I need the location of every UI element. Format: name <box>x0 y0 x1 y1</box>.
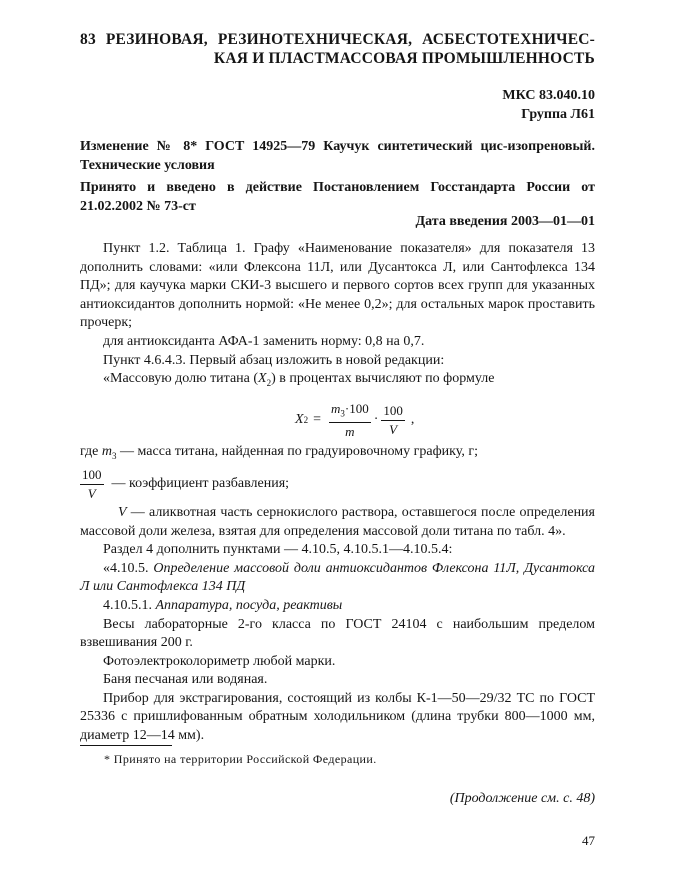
fraction-1-numerator-m: m <box>330 400 341 416</box>
paragraph-4-end: ) в процентах вычисляют по формуле <box>271 371 495 387</box>
page-number: 47 <box>582 833 595 848</box>
section-header-line-2: КАЯ И ПЛАСТМАССОВАЯ ПРОМЫШЛЕННОСТЬ <box>213 50 595 67</box>
paragraph-9 <box>80 597 595 616</box>
variable-x-subscript: 2 <box>266 377 272 388</box>
paragraph-7: Раздел 4 дополнить пунктами — 4.10.5, 4.10.5.1—4.10.5.4: <box>103 542 453 558</box>
paragraph-3: Пункт 4.6.4.3. Первый абзац изложить в новой редакции: <box>103 352 445 368</box>
fraction-1-numerator-subscript: 3 <box>340 408 345 419</box>
introduction-date: Дата введения 2003—01—01 <box>415 214 595 229</box>
paragraph-11: Фотоэлектроколориметр любой марки. <box>103 653 336 669</box>
section-header-line-1: 83 РЕЗИНОВАЯ, РЕЗИНОТЕХНИЧЕСКАЯ, АСБЕСТОТЕХНИЧЕС- <box>80 31 595 48</box>
footnote-divider <box>80 745 172 746</box>
paragraph-4-start: «Массовую долю титана ( <box>103 371 259 387</box>
formula-lhs: X <box>295 412 304 428</box>
variable-m-subscript: 3 <box>112 450 117 461</box>
dilution-numerator: 100 <box>80 467 104 485</box>
dilution-denominator: V <box>87 485 96 501</box>
fraction-1-denominator: m <box>345 424 355 440</box>
paragraph-12: Баня песчаная или водяная. <box>103 672 268 688</box>
change-title: Изменение № 8* ГОСТ 14925—79 Каучук синтетический цис-изопреновый. Технические условия <box>80 139 595 173</box>
variable-v: V <box>118 504 127 520</box>
fraction-2-denominator: V <box>389 422 398 438</box>
dilution-text: — коэффициент разбавления; <box>111 476 290 492</box>
paragraph-2: для антиоксиданта АФА-1 заменить норму: 0,8 на 0,7. <box>103 333 425 349</box>
paragraph-8-heading: Определение массовой доли антиоксидантов Флексона 11Л, Дусантокса Л или Сантофлекса 134 ПД <box>80 560 596 595</box>
fraction-2-numerator: 100 <box>381 403 405 421</box>
paragraph-5 <box>80 443 595 465</box>
paragraph-9-number: 4.10.5.1. <box>103 597 156 613</box>
dilution-coefficient-line <box>80 467 595 502</box>
paragraph-1: Пункт 1.2. Таблица 1. Графу «Наименование показателя» для показателя 13 дополнить словами: «или Флексона 11Л, или Дусантокса Л, или Сантофлекса 134 ПД»; для каучука марки СКИ-3 высшего и первого сортов всех групп для указанных антиоксидантов дополнить нормой: «Не менее 0,2»; для остальных марок проставить прочерк; <box>80 241 595 331</box>
fraction-1-numerator-rest: ·100 <box>344 400 369 416</box>
adoption-statement: Принято и введено в действие Постановлением Госстандарта России от 21.02.2002 № 73-ст <box>80 180 595 214</box>
paragraph-4 <box>80 370 595 392</box>
variable-x: X <box>258 371 267 387</box>
paragraph-9-heading: Аппаратура, посуда, реактивы <box>155 597 343 613</box>
classification-block <box>502 86 595 124</box>
dilution-fraction <box>80 467 104 502</box>
continuation-note: (Продолжение см. с. 48) <box>449 791 595 806</box>
formula-fraction-2 <box>381 403 405 438</box>
formula-multiply-dot: · <box>373 412 379 428</box>
group-code: Группа Л61 <box>521 107 595 122</box>
mks-code: МКС 83.040.10 <box>502 88 595 103</box>
paragraph-8 <box>80 560 595 597</box>
formula-lhs-subscript: 2 <box>303 415 309 426</box>
footnote: * Принято на территории Российской Федерации. <box>104 752 377 766</box>
formula-comma: , <box>410 412 415 428</box>
paragraph-13: Прибор для экстрагирования, состоящий из колбы К-1—50—29/32 ТС по ГОСТ 25336 с пришлифованным обратным холодильником (длина трубки 800—1000 мм, диаметр 12—14 мм). <box>80 690 595 744</box>
paragraph-5-end: — масса титана, найденная по градуировочному графику, г; <box>116 443 478 459</box>
paragraph-6-text: — аликвотная часть сернокислого раствора, оставшегося после определения массовой доли железа, взятая для определения массовой доли титана по табл. 4». <box>80 504 595 539</box>
titanium-formula <box>80 399 595 443</box>
paragraph-8-number: «4.10.5. <box>103 560 154 576</box>
variable-m: m <box>101 443 113 459</box>
paragraph-5-start: где <box>80 443 102 459</box>
paragraph-10: Весы лабораторные 2-го класса по ГОСТ 24104 с наибольшим пределом взвешивания 200 г. <box>80 616 595 651</box>
section-header <box>80 30 595 68</box>
formula-equals: = <box>313 412 321 428</box>
document-body <box>80 240 595 746</box>
paragraph-6 <box>80 504 595 541</box>
formula-fraction-1 <box>329 401 371 441</box>
